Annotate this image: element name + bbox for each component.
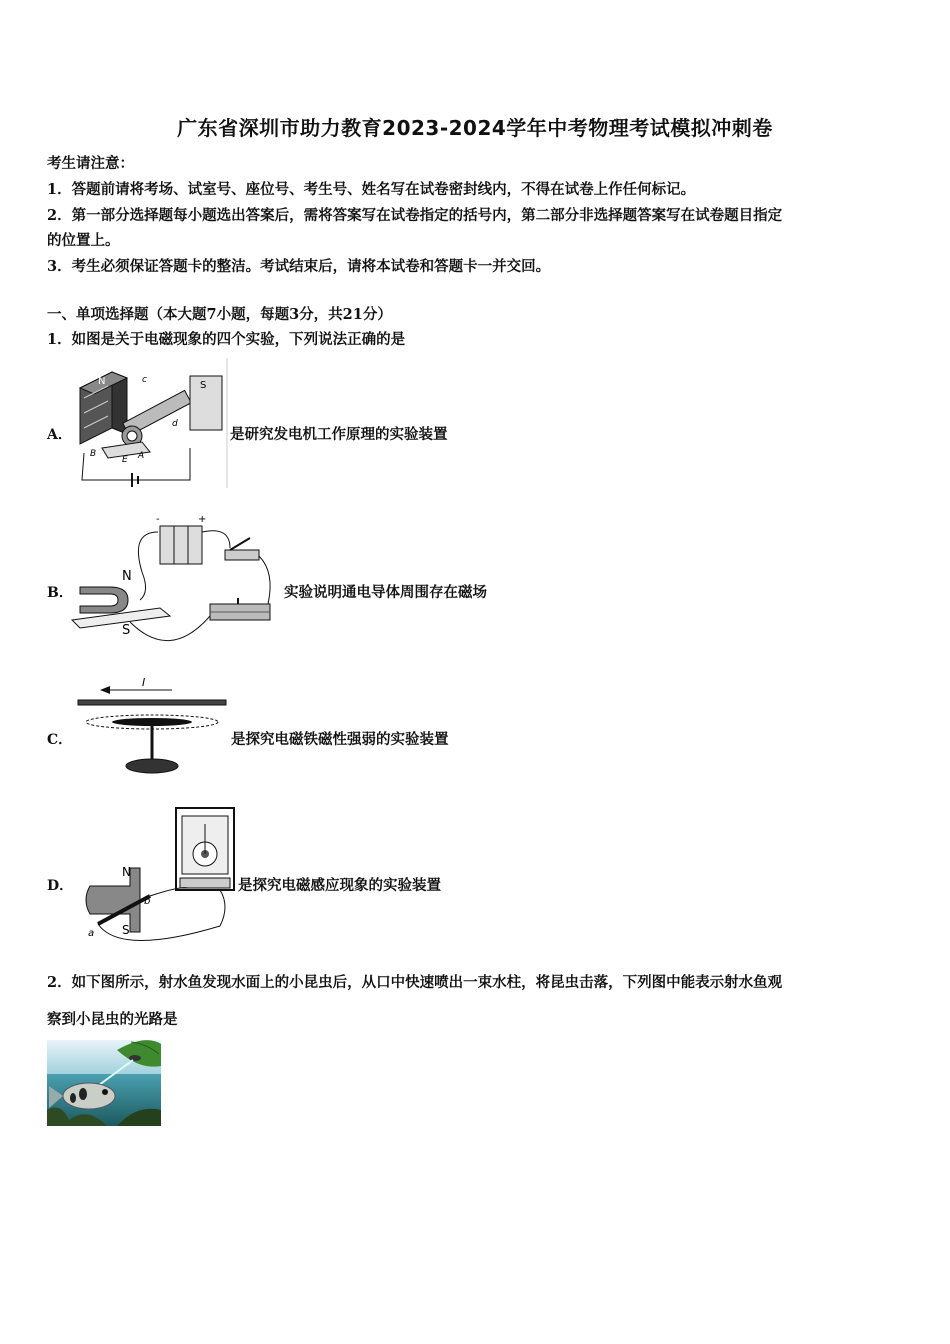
svg-text:S: S: [122, 623, 131, 638]
option-c-figure: [72, 674, 232, 779]
svg-text:S: S: [122, 923, 130, 937]
svg-text:E: E: [122, 455, 128, 465]
magnet-s-label: S: [200, 380, 207, 391]
svg-text:N: N: [122, 569, 132, 584]
option-d-text: 是探究电磁感应现象的实验装置: [238, 877, 441, 894]
option-b-figure: [70, 512, 282, 657]
option-c-letter: C．: [47, 732, 73, 748]
question-2-stem-line2: 察到小昆虫的光路是: [47, 1011, 178, 1028]
option-a-text: 是研究发电机工作原理的实验装置: [230, 426, 448, 443]
page-title: 广东省深圳市助力教育2023-2024学年中考物理考试模拟冲刺卷: [177, 116, 773, 140]
svg-text:+: +: [198, 514, 207, 525]
svg-text:a: a: [88, 928, 95, 939]
option-d-letter: D．: [47, 878, 74, 894]
option-b-text: 实验说明通电导体周围存在磁场: [284, 584, 487, 601]
svg-text:B: B: [90, 449, 97, 459]
svg-text:N: N: [122, 865, 131, 879]
option-d-figure: [80, 806, 240, 946]
notice-item-1: 1．答题前请将考场、试室号、座位号、考生号、姓名写在试卷密封线内，不得在试卷上作任何标记。: [47, 181, 696, 198]
question-2-stem-line1: 2．如下图所示，射水鱼发现水面上的小昆虫后，从口中快速喷出一束水柱，将昆虫击落，下列图中能表示射水鱼观: [47, 974, 783, 991]
notice-item-2: 2．第一部分选择题每小题选出答案后，需将答案写在试卷指定的括号内，第二部分非选择题答案写在试卷题目指定: [47, 207, 783, 224]
magnet-n-label: N: [98, 376, 106, 387]
option-b-letter: B．: [47, 585, 73, 601]
svg-text:-: -: [156, 514, 160, 525]
svg-text:b: b: [144, 896, 151, 907]
svg-text:A: A: [138, 451, 145, 461]
section-heading: 一、单项选择题（本大题7小题，每题3分，共21分）: [47, 306, 392, 323]
option-a-figure: [72, 358, 232, 493]
option-c-text: 是探究电磁铁磁性强弱的实验装置: [231, 731, 449, 748]
option-a-letter: A．: [47, 427, 72, 443]
notice-item-2-cont: 的位置上。: [47, 232, 120, 249]
svg-text:I: I: [142, 676, 146, 689]
svg-text:d: d: [172, 419, 178, 429]
question-1-stem: 1．如图是关于电磁现象的四个实验，下列说法正确的是: [47, 331, 406, 348]
archer-fish-image: [47, 1040, 161, 1126]
notice-item-3: 3．考生必须保证答题卡的整洁。考试结束后，请将本试卷和答题卡一并交回。: [47, 258, 551, 275]
notice-heading: 考生请注意：: [47, 155, 134, 172]
svg-text:c: c: [142, 375, 147, 385]
